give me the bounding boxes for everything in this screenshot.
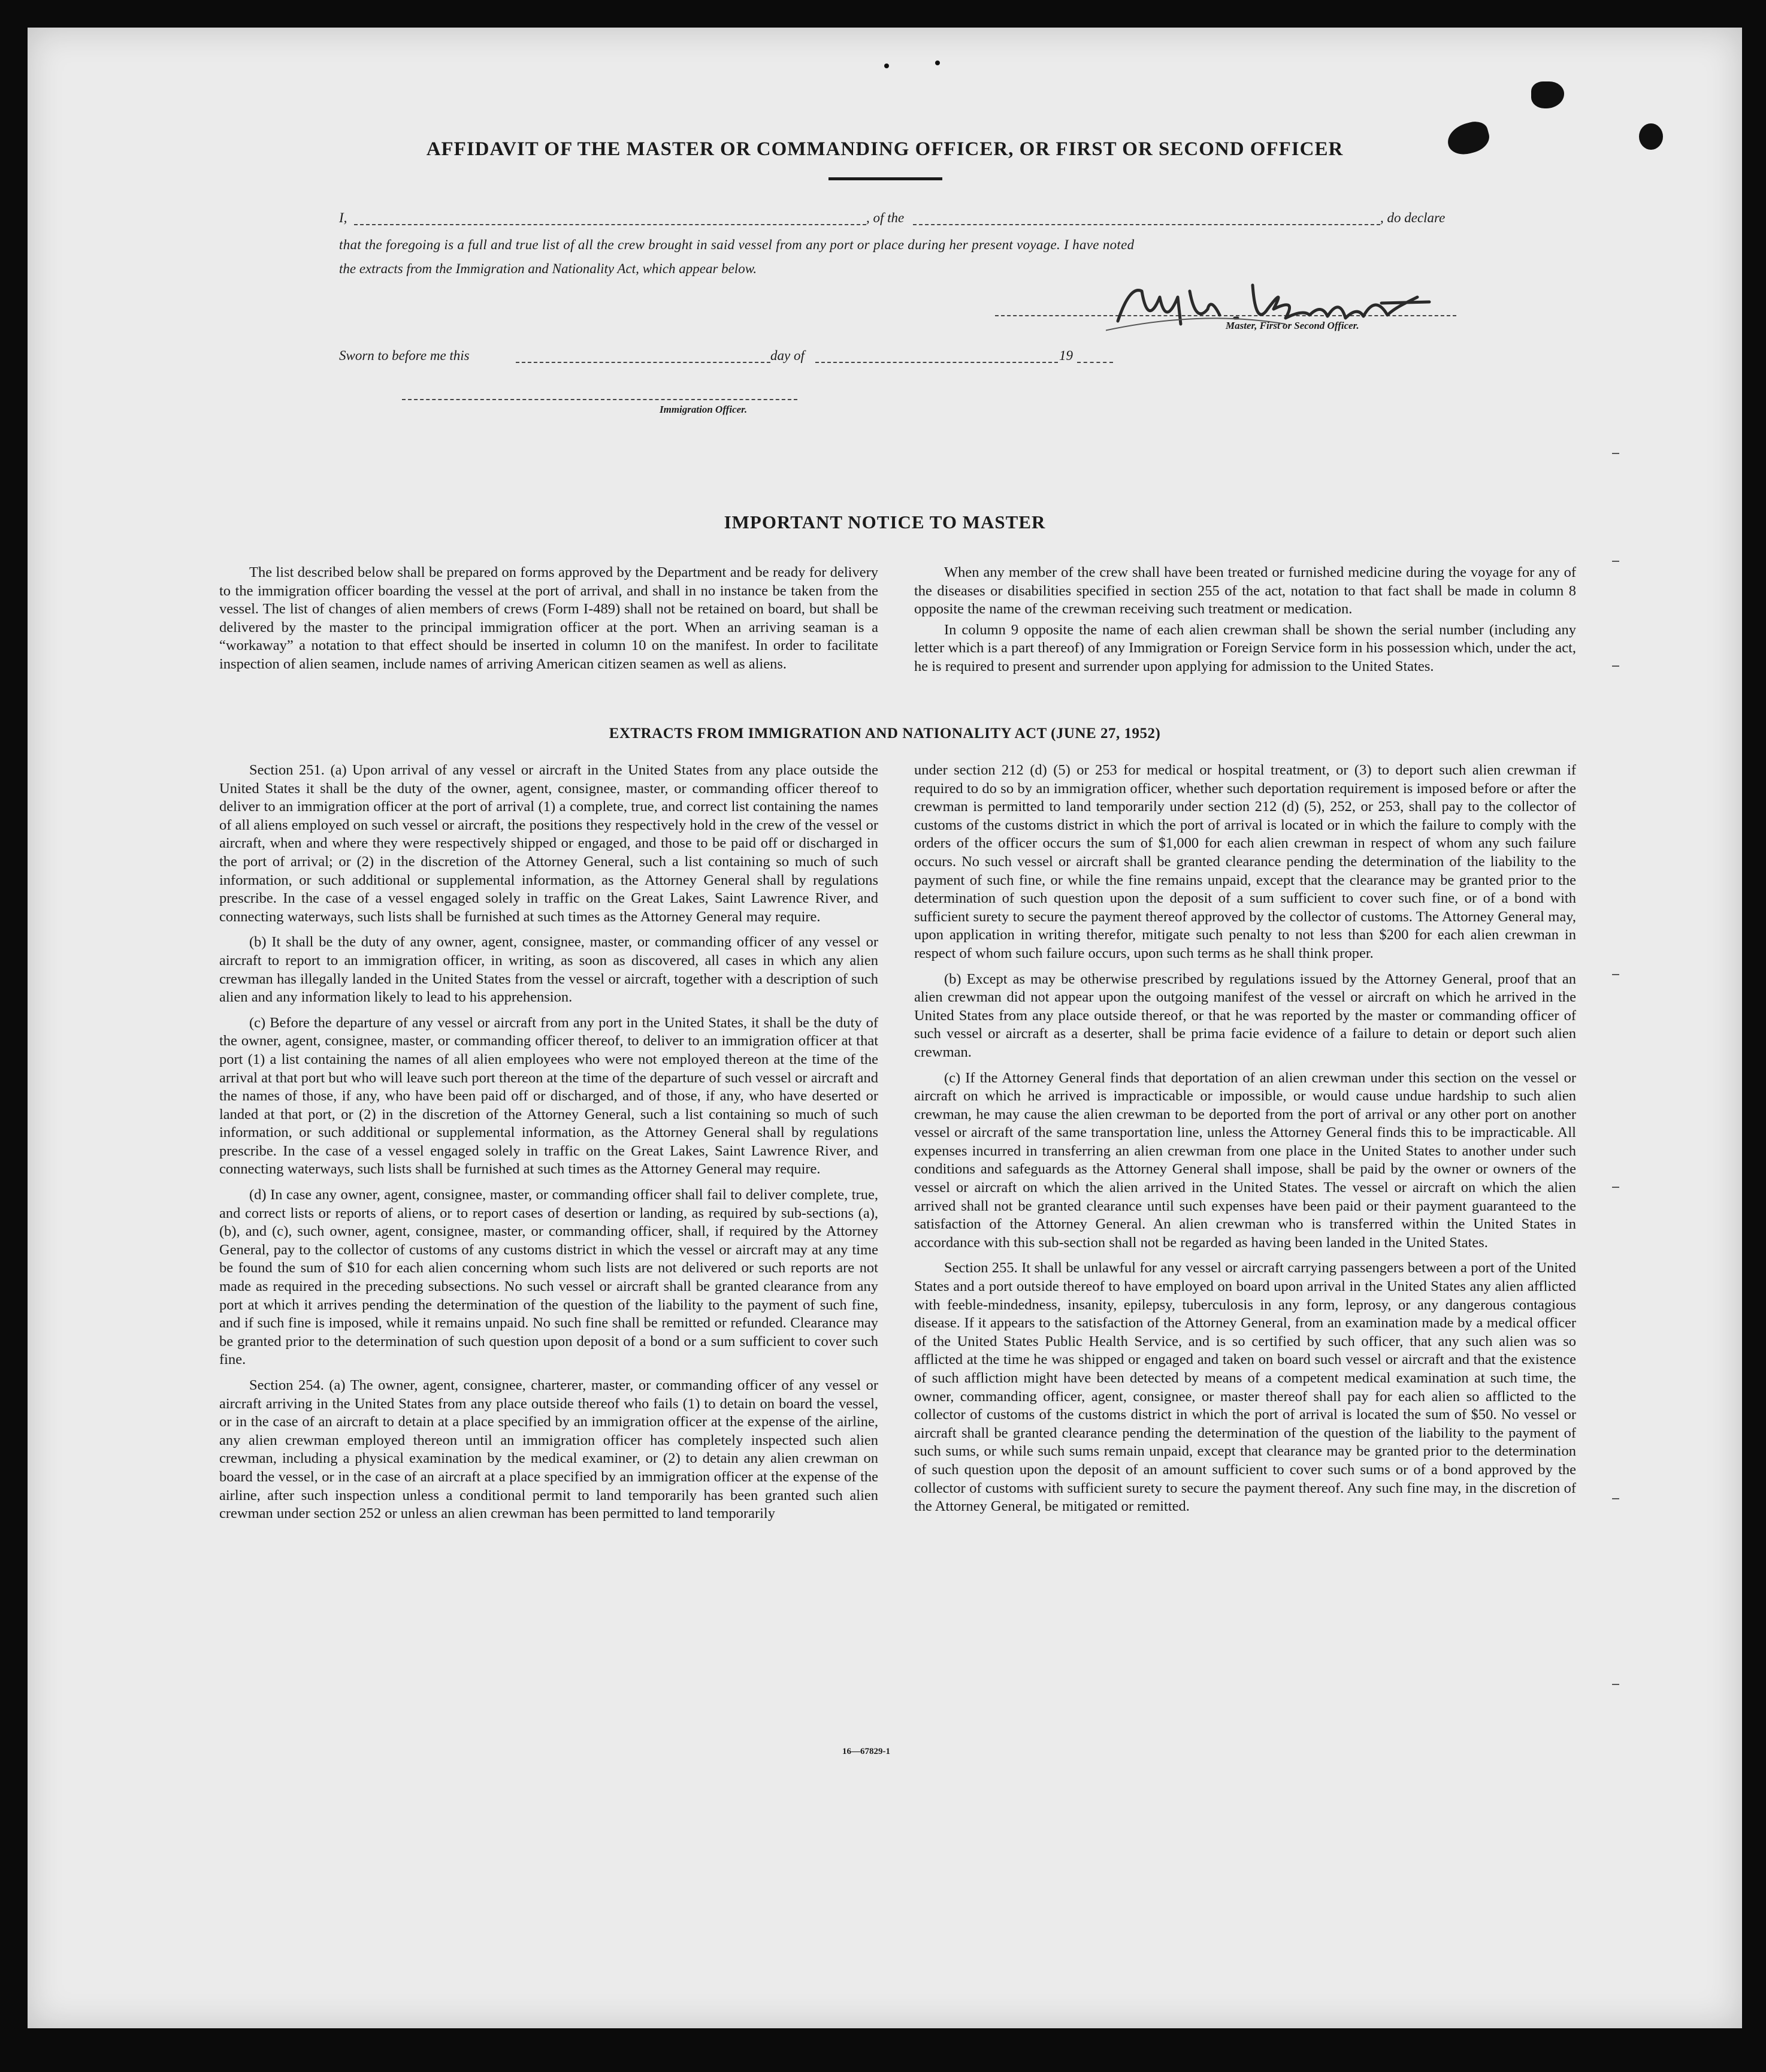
notice-left-column: [219, 564, 878, 681]
officer-signature-line[interactable]: [402, 399, 797, 400]
notice-right-column: [914, 564, 1576, 683]
sworn-label: Sworn to before me this: [339, 348, 470, 363]
section-251-d: (d) In case any owner, agent, consignee, master, or commanding officer shall fail to deliver complete, true, and correct lists or reports of aliens, or to report cases of desertion or landing, as required by sub-sections (a), (b), and (c), such owner, agent, consignee, master, or commanding officer, shall, if required by the Attorney General, pay to the collector of customs of any customs district in which the vessel or aircraft may at any time be found the sum of $10 for each alien concerning whom such lists are not delivered or such reports are not made as required in the preceding subsections. No such vessel or aircraft shall be granted clearance from any port at which it arrives pending the determination of the question of the liability to the payment of such fine, and if such fine is imposed, while it remains unpaid. No such fine shall be remitted or refunded. Clearance may be granted prior to the determination of such question upon deposit of a bond or a sum sufficient to cover such fine.: [219, 1187, 878, 1368]
dot-1: [884, 63, 889, 68]
affidavit-title: AFFIDAVIT OF THE MASTER OR COMMANDING OFFICER, OR FIRST OR SECOND OFFICER: [426, 138, 1344, 160]
notice-right-paragraph-1: When any member of the crew shall have been treated or furnished medicine during the voyage for any of the diseases or disabilities specified in section 255 of the act, notation to that fact shall be made in column 8 opposite the name of the crewman receiving such treatment or medication.: [914, 564, 1576, 618]
document-page: [28, 28, 1742, 2028]
margin-mark: [1612, 666, 1619, 667]
notice-right-paragraph-2: In column 9 opposite the name of each alien crewman shall be shown the serial number (including any letter which is a part thereof) of any Immigration or Foreign Service form in his possession which, under the act, he is required to present and surrender upon applying for admission to the United States.: [914, 621, 1576, 674]
margin-mark: [1612, 561, 1619, 562]
sworn-month-blank[interactable]: [815, 362, 1058, 363]
section-251-c: (c) Before the departure of any vessel or aircraft from any port in the United States, it shall be the duty of the owner, agent, consignee, master, or commanding officer thereof, to deliver to an immigration officer at that port (1) a list containing the names of all alien employees who were not employed thereon at the time of the arrival at that port but who will leave such port thereon at the time of the departure of such vessel or aircraft and the names of those, if any, who have been paid off or discharged, and of those, if any, who have deserted or landed at that port, or (2) in the discretion of the Attorney General, such a list containing so much of such information, or such additional or supplemental information, as the Attorney General shall by regulations prescribe. In the case of a vessel engaged solely in traffic on the Great Lakes, Saint Lawrence River, and connecting waterways, such lists shall be furnished at such times as the Attorney General may require.: [219, 1014, 878, 1178]
section-254-b: (b) Except as may be otherwise prescribed by regulations issued by the Attorney General, proof that an alien crewman did not appear upon the outgoing manifest of the vessel or aircraft on which he arrived in the United States from any place outside thereof, or that he was reported by the master or commanding officer of such vessel or aircraft as a deserter, shall be prima facie evidence of a failure to detain or deport such alien crewman.: [914, 970, 1576, 1060]
extracts-title: EXTRACTS FROM IMMIGRATION AND NATIONALITY ACT (JUNE 27, 1952): [609, 725, 1161, 742]
section-254-a: Section 254. (a) The owner, agent, consignee, charterer, master, or commanding officer of any vessel or aircraft arriving in the United States from any place outside thereof who fails (1) to detain on board the vessel, or in the case of an aircraft to detain at a place specified by an immigration officer at the expense of the airline, any alien crewman employed thereon until an immigration officer has completely inspected such alien crewman, including a physical examination by the medical examiner, or (2) to detain any alien crewman on board the vessel, or in the case of an aircraft at a place specified by an immigration officer at the expense of the airline, after such inspection unless a conditional permit to land temporarily has been granted such alien crewman under section 252 or unless an alien crewman has been permitted to land temporarily: [219, 1377, 878, 1522]
extracts-left-column: [219, 761, 878, 1530]
title-rule: [828, 177, 942, 180]
section-254-c: (c) If the Attorney General finds that deportation of an alien crewman under this section on the vessel or aircraft on which he arrived is impracticable or impossible, or would cause undue hardship to such alien crewman, he may cause the alien crewman to be deported from the port of arrival or any other port on another vessel or aircraft of the same transportation line, unless the Attorney General finds this to be impracticable. All expenses incurred in transferring an alien crewman from one place in the United States to another under such conditions and safeguards as the Attorney General shall impose, shall be paid by the owner or owners of the vessel or aircraft on which the alien arrived in the United States. The vessel or aircraft on which the alien arrived shall not be granted clearance until such expenses have been paid or their payment guaranteed to the satisfaction of the Attorney General. An alien crewman who is transferred within the United States in accordance with this sub-section shall not be regarded as having been landed in the United States.: [914, 1069, 1576, 1251]
dot-2: [935, 61, 940, 65]
margin-mark: [1612, 1187, 1619, 1188]
day-of-label: day of: [770, 348, 805, 363]
sworn-day-blank[interactable]: [516, 362, 770, 363]
signature-caption: Master, First or Second Officer.: [1226, 320, 1359, 331]
section-251-b: (b) It shall be the duty of any owner, agent, consignee, master, or commanding officer of any vessel or aircraft to report to an immigration officer, in writing, as soon as discovered, all cases in which any alien crewman has illegally landed in the United States from the vessel or aircraft, together with a description of such alien and any information likely to lead to his apprehension.: [219, 934, 878, 1006]
sworn-year-blank[interactable]: [1077, 362, 1113, 363]
declaration-i-label: I,: [339, 210, 347, 225]
form-number: 16—67829-1: [842, 1747, 890, 1756]
notice-title: IMPORTANT NOTICE TO MASTER: [724, 512, 1046, 533]
year-label: 19: [1059, 348, 1073, 363]
margin-mark: [1612, 974, 1619, 975]
vessel-blank[interactable]: [913, 224, 1380, 225]
declaration-do-declare-label: , do declare: [1380, 210, 1446, 225]
declaration-statement-line1: that the foregoing is a full and true list of all the crew brought in said vessel from any port or place during her present voyage. I have noted: [339, 237, 1135, 252]
extracts-right-column: [914, 761, 1576, 1523]
margin-mark: [1612, 1498, 1619, 1499]
section-251-a: Section 251. (a) Upon arrival of any vessel or aircraft in the United States from any place outside the United States it shall be the duty of the owner, agent, consignee, master, or commanding officer thereof to deliver to an immigration officer at the port of arrival (1) a complete, true, and correct list containing the names of all aliens employed on such vessel or aircraft, the positions they respectively hold in the crew of the vessel or aircraft, when and where they were respectively shipped or engaged, and those to be paid off or discharged in the port of arrival; or (2) in the discretion of the Attorney General, such a list containing so much of such information, or such additional or supplemental information, as the Attorney General shall by regulations prescribe. In the case of a vessel engaged solely in traffic on the Great Lakes, Saint Lawrence River, and connecting waterways, such lists shall be furnished at such times as the Attorney General may require.: [219, 762, 878, 925]
declaration-statement-line2: the extracts from the Immigration and Nationality Act, which appear below.: [339, 261, 757, 276]
declaration-of-the-label: , of the: [866, 210, 905, 225]
ink-blot-2: [1531, 81, 1564, 108]
margin-mark: [1612, 453, 1619, 454]
margin-mark: [1612, 1684, 1619, 1685]
section-255: Section 255. It shall be unlawful for any vessel or aircraft carrying passengers between a port of the United States and a port outside thereof to have employed on board upon arrival in the United States any alien afflicted with feeble-mindedness, insanity, epilepsy, tuberculosis in any form, leprosy, or any dangerous contagious disease. If it appears to the satisfaction of the Attorney General, from an examination made by a medical officer of the United States Public Health Service, and is so certified by such officer, that any such alien was so afflicted at the time he was shipped or engaged and taken on board such vessel or aircraft and that the existence of such affliction might have been detected by means of a competent medical examination at such time, the owner, commanding officer, agent, consignee, or master thereof shall pay for each alien so afflicted to the collector of customs of the customs district in which the port of arrival is located the sum of $50. No vessel or aircraft shall be granted clearance pending the determination of the question of the liability to the payment of such sums, or while such sums remain unpaid, except that clearance may be granted prior to the determination of such question upon the deposit of an amount sufficient to cover such sums or of a bond approved by the collector of customs with sufficient surety to secure the payment thereof. Any such fine may, in the discretion of the Attorney General, be mitigated or remitted.: [914, 1260, 1576, 1515]
officer-caption: Immigration Officer.: [660, 404, 748, 415]
name-blank[interactable]: [354, 224, 866, 225]
notice-left-paragraph: The list described below shall be prepared on forms approved by the Department and be ready for delivery to the immigration officer boarding the vessel at the port of arrival, and shall in no instance be taken from the vessel. The list of changes of alien members of crews (Form I-489) shall not be retained on board, but shall be delivered by the master to the principal immigration officer at the port. When an arriving seaman is a “workaway” a notation to that effect should be inserted in column 10 on the manifest. In order to facilitate inspection of alien seamen, include names of arriving American citizen seamen as well as aliens.: [219, 564, 878, 672]
section-254-a-continued: under section 212 (d) (5) or 253 for medical or hospital treatment, or (3) to deport such alien crewman if required to do so by an immigration officer, whether such deportation requirement is imposed before or after the crewman is permitted to land temporarily under section 212 (d) (5), 252, or 253, shall pay to the collector of customs of the customs district in which the port of arrival is located or in which the failure to comply with the orders of the officer occurs the sum of $1,000 for each alien crewman in respect of whom any such failure occurs. No such vessel or aircraft shall be granted clearance pending the determination of the liability to the payment of such fine, or while the fine remains unpaid, except that the clearance may be granted prior to the determination of such question upon the deposit of a sum sufficient to cover such fine, or of a bond with sufficient surety to secure the payment thereof approved by the collector of customs. The Attorney General may, upon application in writing therefor, mitigate such penalty to not less than $200 for each alien crewman in respect of whom such failure occurs, upon such terms as he shall think proper.: [914, 762, 1576, 961]
